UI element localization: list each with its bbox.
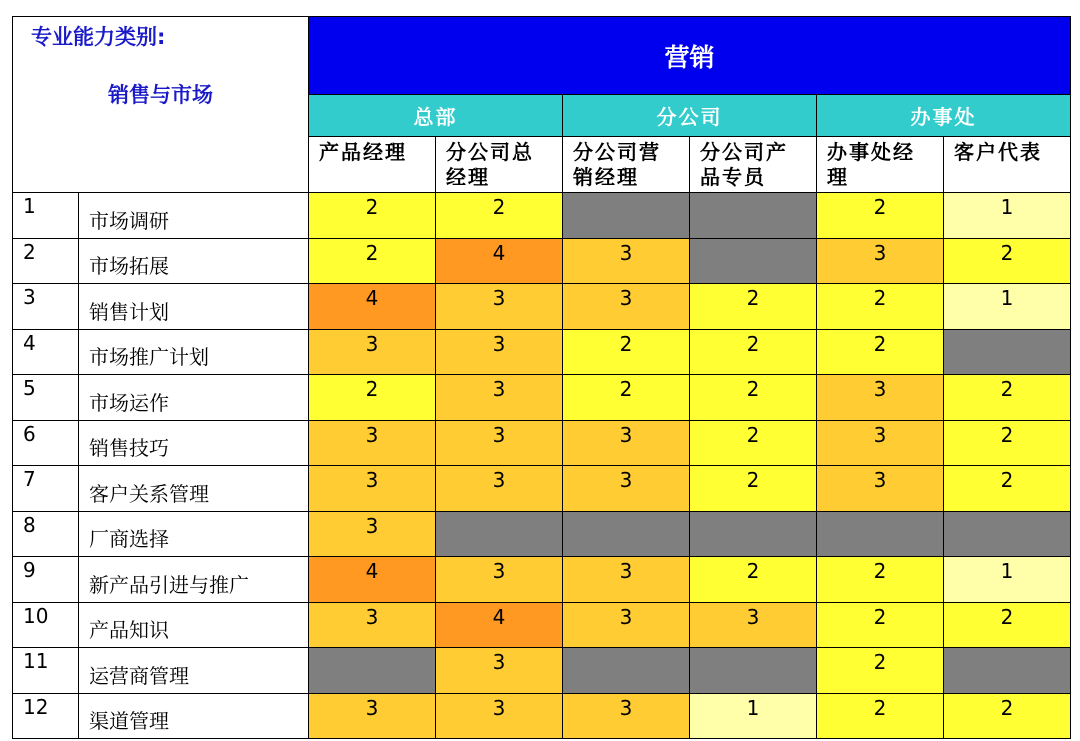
- level-cell: 1: [944, 557, 1071, 603]
- not-applicable-cell: [436, 511, 563, 557]
- level-cell: 2: [944, 238, 1071, 284]
- table-row: [13, 648, 1071, 694]
- level-cell: 2: [563, 375, 690, 421]
- not-applicable-cell: [944, 511, 1071, 557]
- level-cell: 3: [563, 238, 690, 284]
- level-cell: 2: [817, 693, 944, 739]
- group-header: 总部: [309, 95, 563, 137]
- level-cell: 2: [690, 557, 817, 603]
- table-row: [13, 375, 1071, 421]
- table-row: [13, 329, 1071, 375]
- capability-name: 市场调研: [79, 193, 309, 239]
- not-applicable-cell: [309, 648, 436, 694]
- row-number: 7: [13, 466, 79, 512]
- category-value: 销售与市场: [108, 83, 213, 107]
- capability-name: 厂商选择: [79, 511, 309, 557]
- capability-name: 产品知识: [79, 602, 309, 648]
- level-cell: 3: [309, 511, 436, 557]
- level-cell: 3: [563, 602, 690, 648]
- level-cell: 3: [436, 284, 563, 330]
- not-applicable-cell: [690, 648, 817, 694]
- level-cell: 2: [309, 193, 436, 239]
- not-applicable-cell: [944, 648, 1071, 694]
- level-cell: 2: [309, 238, 436, 284]
- group-header: 办事处: [817, 95, 1071, 137]
- row-number: 1: [13, 193, 79, 239]
- capability-name: 销售计划: [79, 284, 309, 330]
- capability-name: 运营商管理: [79, 648, 309, 694]
- department-header: 营销: [309, 17, 1071, 95]
- not-applicable-cell: [690, 511, 817, 557]
- level-cell: 1: [690, 693, 817, 739]
- table-row: [13, 238, 1071, 284]
- level-cell: 3: [563, 693, 690, 739]
- role-header-line: 分公司营: [573, 140, 661, 164]
- group-header: 分公司: [563, 95, 817, 137]
- row-number: 5: [13, 375, 79, 421]
- row-number: 10: [13, 602, 79, 648]
- level-cell: 3: [817, 238, 944, 284]
- level-cell: 3: [436, 557, 563, 603]
- role-header-line: 品专员: [700, 165, 766, 189]
- level-cell: 3: [690, 602, 817, 648]
- level-cell: 2: [309, 375, 436, 421]
- level-cell: 2: [690, 466, 817, 512]
- not-applicable-cell: [563, 511, 690, 557]
- level-cell: 3: [817, 375, 944, 421]
- role-header-line: 客户代表: [954, 140, 1042, 164]
- level-cell: 3: [309, 420, 436, 466]
- level-cell: 2: [817, 602, 944, 648]
- table-row: [13, 420, 1071, 466]
- level-cell: 4: [309, 557, 436, 603]
- level-cell: 2: [817, 193, 944, 239]
- role-header: [436, 137, 563, 193]
- level-cell: 3: [436, 329, 563, 375]
- level-cell: 4: [436, 602, 563, 648]
- role-header: [817, 137, 944, 193]
- role-header: [690, 137, 817, 193]
- level-cell: 4: [436, 238, 563, 284]
- level-cell: 2: [944, 466, 1071, 512]
- level-cell: 3: [563, 284, 690, 330]
- role-header-line: 办事处经: [827, 140, 915, 164]
- level-cell: 2: [690, 284, 817, 330]
- level-cell: 3: [436, 693, 563, 739]
- level-cell: 2: [817, 329, 944, 375]
- category-label: 专业能力类别:: [31, 25, 166, 49]
- level-cell: 3: [563, 466, 690, 512]
- not-applicable-cell: [817, 511, 944, 557]
- not-applicable-cell: [944, 329, 1071, 375]
- role-header: [309, 137, 436, 193]
- not-applicable-cell: [563, 648, 690, 694]
- level-cell: 2: [690, 420, 817, 466]
- level-cell: 2: [944, 602, 1071, 648]
- capability-name: 市场运作: [79, 375, 309, 421]
- table-row: [13, 693, 1071, 739]
- capability-name: 市场推广计划: [79, 329, 309, 375]
- not-applicable-cell: [563, 193, 690, 239]
- level-cell: 3: [309, 602, 436, 648]
- level-cell: 3: [436, 420, 563, 466]
- capability-name: 渠道管理: [79, 693, 309, 739]
- role-header: [563, 137, 690, 193]
- category-corner: [13, 17, 309, 193]
- not-applicable-cell: [690, 238, 817, 284]
- level-cell: 1: [944, 284, 1071, 330]
- role-header-line: 销经理: [573, 165, 639, 189]
- table-row: [13, 602, 1071, 648]
- level-cell: 3: [436, 375, 563, 421]
- level-cell: 2: [944, 420, 1071, 466]
- row-number: 11: [13, 648, 79, 694]
- level-cell: 3: [309, 466, 436, 512]
- role-header-line: 分公司产: [700, 140, 788, 164]
- matrix-body: [13, 193, 1071, 739]
- role-header: [944, 137, 1071, 193]
- level-cell: 2: [690, 329, 817, 375]
- level-cell: 2: [817, 648, 944, 694]
- level-cell: 2: [817, 284, 944, 330]
- row-number: 12: [13, 693, 79, 739]
- level-cell: 3: [436, 648, 563, 694]
- table-row: [13, 511, 1071, 557]
- level-cell: 2: [944, 693, 1071, 739]
- level-cell: 3: [563, 420, 690, 466]
- row-number: 3: [13, 284, 79, 330]
- level-cell: 3: [436, 466, 563, 512]
- table-row: [13, 284, 1071, 330]
- table-row: [13, 466, 1071, 512]
- level-cell: 4: [309, 284, 436, 330]
- level-cell: 2: [690, 375, 817, 421]
- role-header-line: 产品经理: [319, 140, 407, 164]
- table-row: [13, 557, 1071, 603]
- row-number: 8: [13, 511, 79, 557]
- level-cell: 2: [563, 329, 690, 375]
- level-cell: 3: [817, 420, 944, 466]
- capability-name: 新产品引进与推广: [79, 557, 309, 603]
- not-applicable-cell: [690, 193, 817, 239]
- role-header-line: 经理: [446, 165, 490, 189]
- level-cell: 2: [817, 557, 944, 603]
- role-header-line: 分公司总: [446, 140, 534, 164]
- capability-name: 客户关系管理: [79, 466, 309, 512]
- capability-name: 销售技巧: [79, 420, 309, 466]
- table-row: [13, 193, 1071, 239]
- level-cell: 3: [309, 693, 436, 739]
- level-cell: 1: [944, 193, 1071, 239]
- row-number: 6: [13, 420, 79, 466]
- competency-matrix: [12, 16, 1071, 739]
- level-cell: 3: [817, 466, 944, 512]
- level-cell: 2: [944, 375, 1071, 421]
- row-number: 2: [13, 238, 79, 284]
- row-number: 4: [13, 329, 79, 375]
- level-cell: 3: [563, 557, 690, 603]
- role-header-line: 理: [827, 165, 849, 189]
- row-number: 9: [13, 557, 79, 603]
- level-cell: 2: [436, 193, 563, 239]
- level-cell: 3: [309, 329, 436, 375]
- capability-name: 市场拓展: [79, 238, 309, 284]
